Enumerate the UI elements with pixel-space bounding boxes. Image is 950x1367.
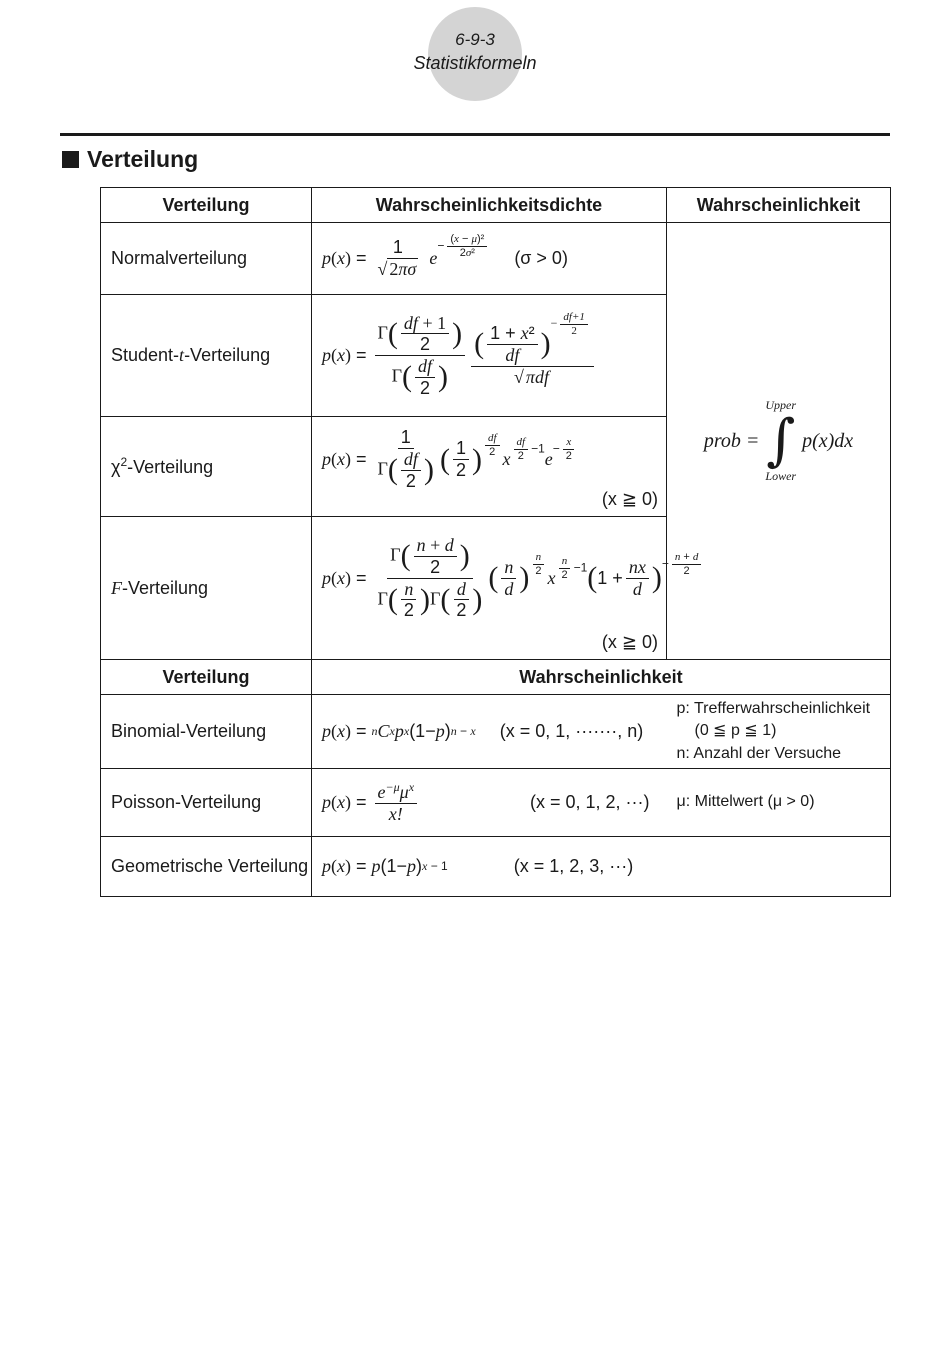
geometric-formula: p ( x ) = p (1− p ) x − 1 (x = 1, 2, 3, ···) (312, 837, 667, 897)
column-header: Wahrscheinlichkeitsdichte (312, 188, 667, 223)
upper-limit: Upper (765, 398, 797, 412)
distribution-name: F-Verteilung (101, 517, 312, 660)
distribution-name: Normalverteilung (101, 223, 312, 295)
note-line: n: Anzahl der Versuche (676, 744, 842, 762)
condition: (x = 1, 2, 3, ···) (513, 856, 634, 876)
page-subtitle: Statistikformeln (413, 53, 537, 73)
distribution-name: Geometrische Verteilung (101, 837, 312, 897)
distribution-name: Student-t-Verteilung (101, 295, 312, 417)
column-header: Wahrscheinlichkeit (312, 660, 891, 695)
header-rule (60, 133, 890, 136)
condition: (σ > 0) (514, 248, 568, 268)
condition: (x ≧ 0) (601, 489, 658, 509)
distribution-name: Poisson-Verteilung (101, 769, 312, 837)
table-row (101, 223, 891, 295)
integrand: p(x)dx (802, 429, 854, 452)
f-density-formula: p ( x ) = Γ( $\frac{n + d}{2}$ ) Γ( $\frac{n}{2}$ )Γ( $\frac{d}{2}$ ) ( $\frac{n}{d}$ ) $\frac{n}{2}$ x $\frac{n}{2}$ −1 ( 1 + $\frac{nx}{d}$ ) − $\frac{n + d}{2}$ (x ≧ 0) (312, 517, 667, 660)
page-number: 6-9-3 (455, 30, 495, 49)
notes-cell (667, 769, 891, 837)
table-row (101, 695, 891, 769)
empty-notes-cell (667, 837, 891, 897)
integral-icon: ∫ (766, 408, 796, 473)
table-row (101, 769, 891, 837)
lower-limit: Lower (765, 469, 797, 483)
distribution-name: $\chi^2$-Verteilung (101, 417, 312, 517)
square-bullet-icon (62, 151, 79, 168)
note-line: μ: Mittelwert (μ > 0) (676, 793, 815, 811)
table-header-row (101, 660, 891, 695)
column-header: Verteilung (101, 660, 312, 695)
table-header-row (101, 188, 891, 223)
condition: (x ≧ 0) (601, 632, 658, 652)
normal-density-formula: p ( x ) = $\frac{1}{√ 2\pi\sigma}$ e − $\frac{\text{(x − μ)²}}{\text{2σ²}}$ (σ > 0) (312, 223, 667, 295)
distribution-name: Binomial-Verteilung (101, 695, 312, 769)
student-t-density-formula: p ( x ) = Γ( $\frac{df + 1}{2}$ ) Γ( $\frac{df}{2}$ ) ( $\frac{\text{1 + x²}}{df}$ )$^{- \frac{df+1}{2}}$ √ πdf (312, 295, 667, 417)
column-header: Verteilung (101, 188, 312, 223)
binomial-formula: p ( x ) = n C x p x (1− p ) n − x (x = 0, 1, ·······, n) (312, 695, 667, 769)
condition: (x = 0, 1, 2, ···) (530, 792, 650, 812)
probability-cell (667, 223, 891, 660)
chi-square-density-formula: p ( x ) = 1 Γ( $\frac{df}{2}$ ) ( $\frac{1}{2}$ ) $\frac{df}{2}$ x $\frac{df}{2}$ −1 e − $\frac{x}{2}$ (x ≧ 0) (312, 417, 667, 517)
poisson-formula: p ( x ) = $\frac{e^{-\mu}\mu^x}{x!}$ (x = 0, 1, 2, ···) (312, 769, 667, 837)
column-header: Wahrscheinlichkeit (667, 188, 891, 223)
section-title: Verteilung (87, 146, 199, 172)
table-row (101, 837, 891, 897)
condition: (x = 0, 1, ·······, n) (499, 721, 644, 741)
probability-formula: prob = Upper ∫ Lower p(x)dx (703, 398, 854, 483)
note-line: p: Trefferwahrscheinlichkeit (676, 699, 871, 717)
distribution-table (100, 187, 891, 897)
notes-cell (667, 695, 891, 769)
section-heading (62, 146, 198, 173)
note-line: (0 ≦ p ≦ 1) (694, 722, 777, 740)
